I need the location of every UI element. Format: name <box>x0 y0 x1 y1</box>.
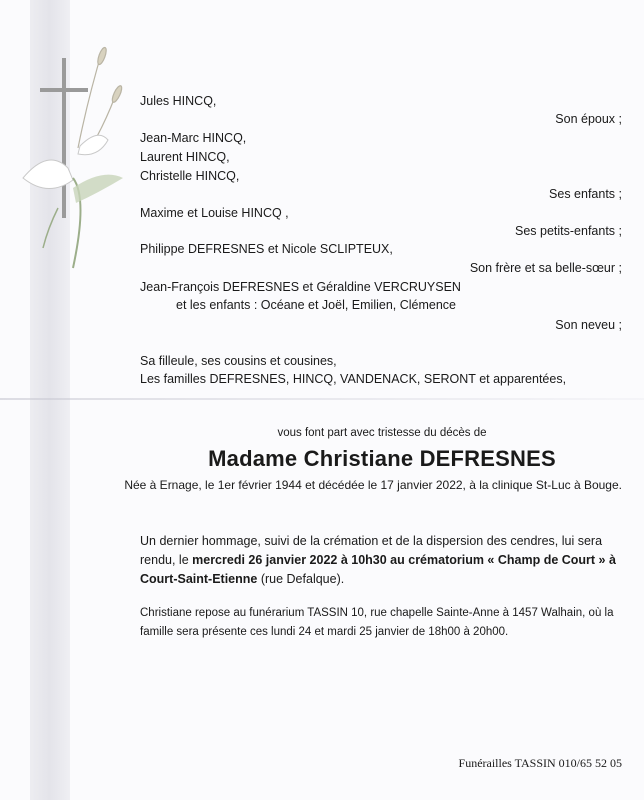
fold-line <box>0 398 644 400</box>
ceremony-paragraph <box>140 532 620 589</box>
cross-lily-illustration <box>18 28 128 278</box>
visitation-paragraph: Christiane repose au funérarium TASSIN 10, rue chapelle Sainte-Anne à 1457 Walhain, où la famille sera présente ces lundi 24 et mardi 25 janvier de 18h00 à 20h00. <box>140 607 614 638</box>
birth-death-text: Née à Ernage, le 1er février 1944 et décédée le 17 janvier 2022, à la clinique St-Luc à Bouge. <box>124 478 622 492</box>
nephew-children: et les enfants : Océane et Joël, Emilien, Clémence <box>176 298 457 312</box>
grandchildren-names: Maxime et Louise HINCQ , <box>140 206 289 220</box>
families-line: Les familles DEFRESNES, HINCQ, VANDENACK, SERONT et apparentées, <box>140 372 567 386</box>
grandchildren-role: Ses petits-enfants ; <box>514 224 622 238</box>
husband-name: Jules HINCQ, <box>140 94 217 108</box>
nephew-names: Jean-François DEFRESNES et Géraldine VERCRUYSEN <box>140 280 461 294</box>
nephew-role: Son neveu ; <box>555 318 622 332</box>
others-line: Sa filleule, ses cousins et cousines, <box>140 354 337 368</box>
intro-text: vous font part avec tristesse du décès de <box>277 427 487 439</box>
child-name: Laurent HINCQ, <box>140 150 230 164</box>
child-name: Christelle HINCQ, <box>140 169 240 183</box>
ceremony-address: (rue Defalque). <box>257 572 345 586</box>
husband-role: Son époux ; <box>555 112 622 126</box>
ceremony-text: Un dernier hommage, suivi de la crémation et de la dispersion des cendres, lui sera rendu, le <box>140 534 603 567</box>
funeral-home-footer: Funérailles TASSIN 010/65 52 05 <box>458 756 622 770</box>
child-name: Jean-Marc HINCQ, <box>140 131 247 145</box>
sibling-role: Son frère et sa belle-sœur ; <box>469 261 622 275</box>
children-role: Ses enfants ; <box>549 187 622 201</box>
sibling-names: Philippe DEFRESNES et Nicole SCLIPTEUX, <box>140 242 393 256</box>
deceased-name: Madame Christiane DEFRESNES <box>208 446 556 471</box>
calla-lily-icon <box>23 135 123 268</box>
ceremony-datetime: mercredi 26 janvier 2022 à 10h30 au crématorium « Champ de Court » à Court-Saint-Etienne <box>140 553 616 586</box>
